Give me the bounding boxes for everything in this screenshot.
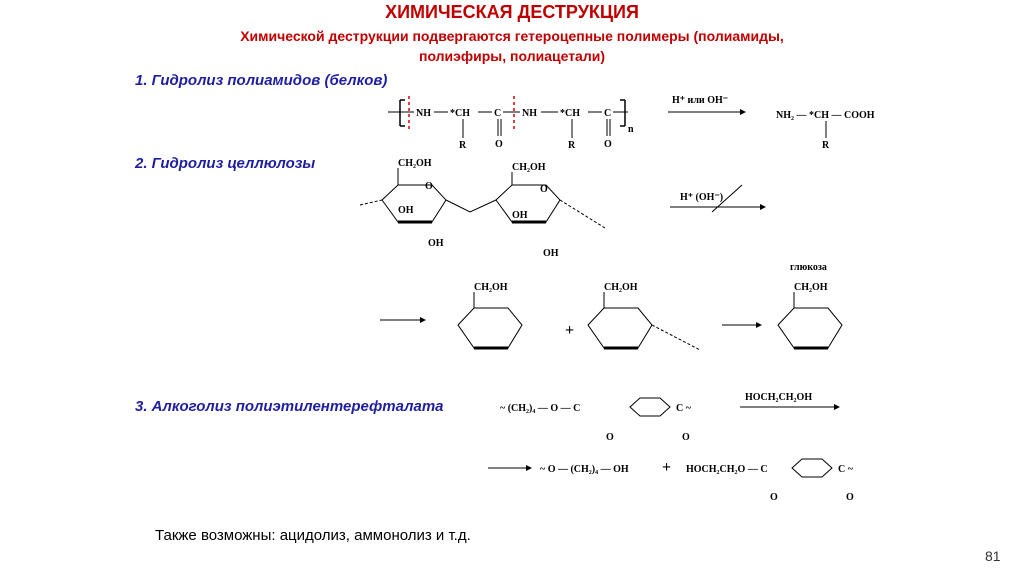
chain-atom-ch-2: *CH: [560, 108, 580, 119]
chain-atom-ch-1: *CH: [450, 108, 470, 119]
reaction3-carbonyl-1: O: [606, 432, 614, 443]
ring-label-oh-2: OH: [428, 238, 444, 249]
footer-note: Также возможны: ацидолиз, аммонолиз и т.д.: [155, 527, 471, 544]
reaction1-product-subst: R: [822, 140, 830, 151]
chain-atom-c-1: C: [494, 108, 502, 119]
chain-subst-o-1: O: [495, 139, 503, 150]
reaction1-condition: H⁺ или OH⁻: [672, 95, 729, 106]
chain-atom-c-2: C: [604, 108, 612, 119]
chain-atom-nh-1: NH: [416, 108, 431, 119]
ring-label-o-2: O: [540, 184, 548, 195]
reaction3-carbonyl-3: O: [770, 492, 778, 503]
ring-label-oh-3: OH: [512, 210, 528, 221]
subtitle-line-1: Химической деструкции подвергаются гетероцепные полимеры (полиамиды,: [240, 28, 784, 44]
reaction3-plus: +: [662, 459, 672, 476]
ring-label-o: O: [425, 181, 433, 192]
reaction3-carbonyl-2: O: [682, 432, 690, 443]
subtitle-line-2: полиэфиры, полиацетали): [419, 48, 605, 64]
fragment-label-ch2oh-2: CH₂OH: [604, 282, 638, 293]
reaction3-carbonyl-4: O: [846, 492, 854, 503]
cellulose-chain: [360, 168, 605, 228]
plus-sign: +: [565, 322, 575, 339]
section-2-label: 2. Гидролиз целлюлозы: [135, 155, 316, 172]
product-label-glucose: глюкоза: [790, 262, 827, 273]
ring-label-ch2oh: CH₂OH: [398, 158, 432, 169]
reaction3-reactant: ~ (CH₂)₄ — O — C: [500, 403, 581, 414]
ring-label-oh-4: OH: [543, 248, 559, 259]
section-3-label: 3. Алкоголиз полиэтилентерефталата: [135, 398, 444, 415]
glucose-fragments: [458, 292, 842, 350]
chain-subscript: n: [628, 124, 634, 135]
ring-label-oh: OH: [398, 205, 414, 216]
polyamide-chain: [388, 96, 634, 151]
reaction3-reagent: HOCH₂CH₂OH: [745, 392, 813, 403]
fragment-label-ch2oh-1: CH₂OH: [474, 282, 508, 293]
ring-label-ch2oh-2: CH₂OH: [512, 162, 546, 173]
chain-subst-r-2: R: [568, 140, 576, 151]
slide-title: ХИМИЧЕСКАЯ ДЕСТРУКЦИЯ: [385, 2, 639, 22]
reaction3-product2: HOCH₂CH₂O — C: [686, 464, 768, 475]
reaction3-product2-end: C ~: [838, 464, 853, 475]
chain-subst-r-1: R: [459, 140, 467, 151]
chain-subst-o-2: O: [604, 139, 612, 150]
page-number: 81: [985, 548, 1001, 564]
glucose-label-ch2oh: CH₂OH: [794, 282, 828, 293]
reaction3-reactant-end: C ~: [676, 403, 691, 414]
reaction2-condition: H⁺ (OH⁻): [680, 192, 724, 203]
reaction3-product1: ~ O — (CH₂)₄ — OH: [540, 464, 629, 475]
reaction1-product: NH₂ — *CH — COOH: [776, 110, 875, 121]
section-1-label: 1. Гидролиз полиамидов (белков): [135, 72, 388, 89]
chain-atom-nh-2: NH: [522, 108, 537, 119]
